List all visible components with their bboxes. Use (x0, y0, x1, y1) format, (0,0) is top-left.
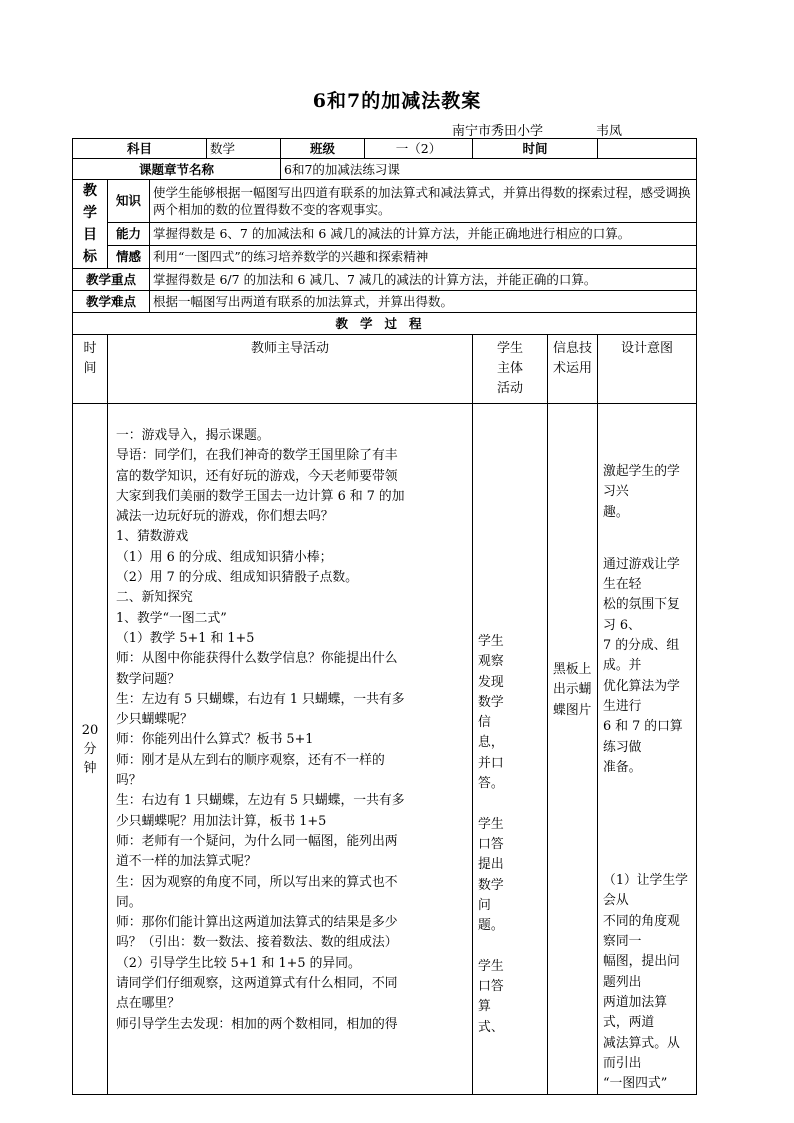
design-intent (598, 404, 697, 1095)
teacher-activity-line: 师：刚才是从左到右的顺序观察，还有不一样的 (116, 752, 385, 768)
student-activity-line: 算 (478, 999, 491, 1015)
key-point-row (73, 269, 697, 291)
teacher-activity-line: 吗？（引出：数一数法、接着数法、数的组成法） (116, 935, 398, 951)
student-activity-line: 息， (478, 735, 504, 751)
subject-value: 数学 (207, 139, 281, 159)
teacher-activity-line: 富的数学知识，还有好玩的游戏，今天老师要带领 (116, 468, 398, 484)
page-title: 6和7的加减法教案 (312, 90, 482, 112)
key-point-text: 掌握得数是 6/7 的加法和 6 减几、7 减几的减法的计算方法，并能正确的口算。 (150, 269, 697, 291)
design-intent-line: “一图四式” (603, 1076, 668, 1092)
emotion-label: 情感 (108, 245, 150, 268)
teacher-activity-line: 少只蝴蝶呢？用加法计算，板书 1+5 (116, 813, 327, 829)
student-activity-line: 答。 (478, 776, 504, 792)
time-value (598, 139, 697, 159)
teacher-activity-line: 二、新知探究 (116, 590, 193, 606)
chapter-row (73, 159, 697, 180)
student-activity-line: 学生 (478, 634, 504, 649)
design-intent-line: 减法算式。从而引出 (603, 1035, 680, 1071)
student-activity-line: 式、 (478, 1019, 504, 1035)
tech-usage-lines (553, 660, 592, 721)
teacher-activity-line: 生：左边有 5 只蝴蝶，右边有 1 只蝴蝶，一共有多 (116, 691, 405, 707)
school-name: 南宁市秀田小学 (452, 124, 544, 139)
design-intent-line: 优化算法为学生进行 (603, 678, 680, 714)
teacher-activity-line: 1、教学“一图二式” (116, 610, 227, 626)
design-intent-line: （1）让学生学会从 (603, 873, 688, 909)
teacher-activity-line: 一：游戏导入，揭示课题。 (116, 428, 270, 443)
teacher-activity-line: 生：右边有 1 只蝴蝶，左边有 5 只蝴蝶，一共有多 (116, 793, 405, 809)
teacher-activity-line: 少只蝴蝶呢？ (116, 712, 193, 728)
col-time-header: 时 间 (73, 335, 108, 404)
student-activity-line (478, 794, 542, 814)
student-activity-line: 并口 (478, 755, 504, 771)
class-label: 班级 (281, 139, 365, 159)
design-intent-2 (603, 555, 691, 778)
student-activity-line: 数学 (478, 694, 504, 710)
teacher-activity-line: （2）引导学生比较 5+1 和 1+5 的异同。 (116, 955, 361, 971)
design-intent-line: 幅图，提出问题列出 (603, 954, 680, 990)
design-intent-line: 准备。 (603, 759, 642, 775)
objective-emotion-row (73, 245, 697, 268)
process-title-row (73, 313, 697, 335)
teacher-activity-line: （2）用 7 的分成、组成知识猜骰子点数。 (116, 570, 358, 586)
teacher-activity-line: 师：老师有一个疑问，为什么同一幅图，能列出两 (116, 833, 398, 849)
tech-usage-line: 出示蝴 (553, 682, 592, 698)
tech-usage-line: 蝶图片 (553, 702, 592, 718)
teacher-activity-line: 大家到我们美丽的数学王国去一边计算 6 和 7 的加 (116, 488, 405, 504)
teacher-activity-line: 师：那你们能计算出这两道加法算式的结果是多少 (116, 915, 398, 931)
teacher-name: 韦凤 (596, 124, 623, 139)
process-header-row (73, 335, 697, 404)
emotion-text: 利用“一图四式”的练习培养数学的兴趣和探索精神 (150, 245, 697, 268)
teacher-activity-line: 数学问题？ (116, 671, 180, 687)
objectives-group-label: 教 学 目 标 (73, 180, 108, 269)
difficulty-text: 根据一幅图写出两道有联系的加法算式，并算出得数。 (150, 291, 697, 313)
design-intent-1 (603, 462, 691, 523)
knowledge-text: 使学生能够根据一幅图写出四道有联系的加法算式和减法算式，并算出得数的探索过程，感受调换两个相加的数的位置得数不变的客观事实。 (150, 180, 697, 223)
student-activity-line: 观察 (478, 654, 504, 670)
teacher-activity-lines (116, 426, 468, 1035)
objective-ability-row (73, 222, 697, 245)
design-intent-line: 通过游戏让学生在轻 (603, 556, 680, 593)
student-activity-line: 数学 (478, 877, 504, 893)
student-activity-line: 口答 (478, 836, 504, 852)
teacher-activity-line: 减法一边玩好玩的游戏，你们想去吗？ (116, 509, 334, 525)
ability-label: 能力 (108, 222, 150, 245)
teacher-activity-line: 道不一样的加法算式呢？ (116, 854, 257, 870)
student-activity-line: 口答 (478, 979, 504, 995)
process-section-title: 教学过程 (73, 313, 697, 335)
teacher-activity-line: 同。 (116, 894, 142, 910)
teacher-activity-line: （1）教学 5+1 和 1+5 (116, 630, 255, 646)
info-row (73, 139, 697, 159)
tech-usage-line: 黑板上 (553, 662, 592, 677)
teacher-activity-line: 请同学们仔细观察，这两道算式有什么相同，不同 (116, 976, 398, 992)
design-intent-line: 趣。 (603, 504, 629, 520)
objective-knowledge-row (73, 180, 697, 223)
design-intent-line: 激起学生的学习兴 (603, 464, 680, 500)
student-activity-line (478, 936, 542, 956)
teacher-activity-line: 师：从图中你能获得什么数学信息？你能提出什么 (116, 651, 398, 667)
teacher-activity-line: 师引导学生去发现：相加的两个数相同，相加的得 (116, 1016, 398, 1032)
col-teacher-header: 教师主导活动 (108, 335, 473, 404)
student-activity-line: 问 (478, 897, 491, 913)
col-design-header: 设计意图 (598, 335, 697, 404)
student-activity-line: 学生 (478, 958, 504, 974)
col-tech-header: 信息技 术运用 (548, 335, 598, 404)
student-activity (473, 404, 548, 1095)
design-intent-line: 松的氛围下复习 6、 (603, 597, 680, 633)
teacher-activity-line: 导语：同学们，在我们神奇的数学王国里除了有丰 (116, 448, 398, 464)
difficulty-label: 教学难点 (73, 291, 150, 313)
key-point-label: 教学重点 (73, 269, 150, 291)
teacher-activity-line: 1、猜数游戏 (116, 529, 189, 545)
subject-label: 科目 (73, 139, 207, 159)
student-activity-line: 提出 (478, 857, 504, 873)
teacher-activity (108, 404, 473, 1095)
student-activity-lines (478, 632, 542, 1038)
tech-usage (548, 404, 598, 1095)
design-intent-line: 不同的角度观察同一 (603, 913, 680, 950)
knowledge-label: 知识 (108, 180, 150, 223)
design-intent-3 (603, 871, 691, 1094)
teacher-activity-line: （1）用 6 的分成、组成知识猜小棒； (116, 549, 333, 565)
design-intent-line: 7 的分成、组成。并 (603, 638, 680, 674)
lesson-plan-table (72, 138, 697, 1095)
col-student-header: 学生 主体 活动 (473, 335, 548, 404)
chapter-label: 课题章节名称 (73, 159, 281, 180)
teacher-activity-line: 生：因为观察的角度不同，所以写出来的算式也不 (116, 874, 398, 890)
student-activity-line: 信 (478, 715, 491, 731)
process-time-value: 20 分 钟 (73, 404, 108, 1095)
difficulty-row (73, 291, 697, 313)
design-intent-line: 两道加法算式，两道 (603, 994, 667, 1031)
student-activity-line: 发现 (478, 674, 504, 690)
chapter-value: 6和7的加减法练习课 (281, 159, 697, 180)
class-value: 一（2） (365, 139, 473, 159)
design-intent-line: 6 和 7 的口算练习做 (603, 719, 683, 755)
teacher-activity-line: 点在哪里？ (116, 996, 180, 1012)
process-body-row (73, 404, 697, 1095)
student-activity-line: 题。 (478, 918, 504, 934)
student-activity-line: 学生 (478, 816, 504, 832)
time-label: 时间 (473, 139, 598, 159)
ability-text: 掌握得数是 6、7 的加减法和 6 减几的减法的计算方法，并能正确地进行相应的口算。 (150, 222, 697, 245)
teacher-activity-line: 吗？ (116, 773, 142, 789)
teacher-activity-line: 师：你能列出什么算式？板书 5+1 (116, 732, 314, 748)
